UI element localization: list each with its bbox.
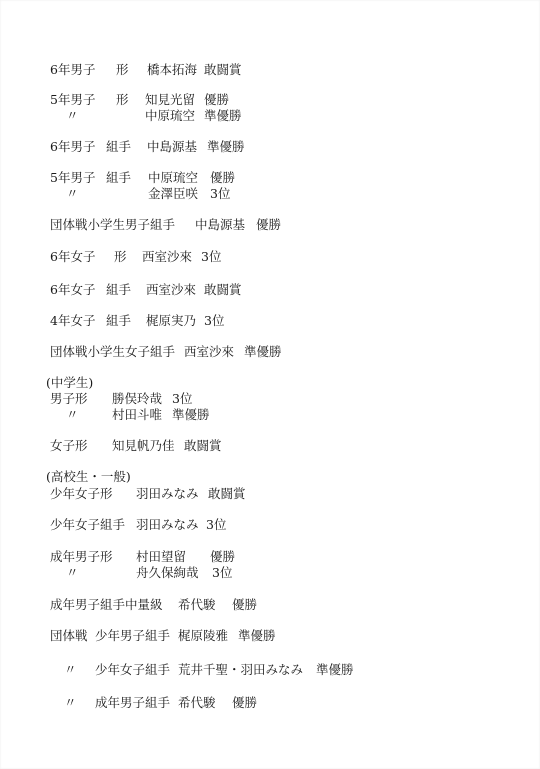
event: 少年女子組手 — [95, 662, 171, 677]
result-line — [0, 564, 540, 582]
athlete-name: 荒井千聖・羽田みなみ — [178, 662, 304, 677]
award: 3位 — [212, 565, 233, 580]
result-line — [0, 281, 540, 299]
award: 優勝 — [210, 549, 236, 564]
athlete-name: 中原琉空 — [148, 170, 199, 185]
event: 形 — [114, 249, 127, 264]
category: 少年女子形 — [50, 486, 113, 501]
award: 3位 — [210, 186, 231, 201]
athlete-name: 梶原陵雅 — [178, 628, 229, 643]
athlete-name: 知見光留 — [145, 92, 196, 107]
category: 成年男子形 — [50, 549, 113, 564]
athlete-name: 希代駿 — [178, 597, 216, 612]
athlete-name: 西室沙來 — [184, 344, 235, 359]
award: 敢闘賞 — [184, 438, 222, 453]
athlete-name: 村田望留 — [136, 549, 187, 564]
result-line — [0, 694, 540, 712]
award: 準優勝 — [316, 662, 354, 677]
category: 団体戦小学生女子組手 — [50, 344, 176, 359]
category: 少年女子組手 — [50, 517, 126, 532]
athlete-name: 村田斗唯 — [112, 407, 163, 422]
award: 優勝 — [232, 597, 258, 612]
category: 6年男子 — [50, 139, 96, 154]
award: 優勝 — [210, 170, 236, 185]
athlete-name: 橋本拓海 — [147, 62, 198, 77]
award: 敢闘賞 — [204, 282, 242, 297]
award: 準優勝 — [238, 628, 276, 643]
award: 準優勝 — [244, 344, 282, 359]
category: 6年女子 — [50, 249, 96, 264]
category: 5年男子 — [50, 170, 96, 185]
result-line — [0, 185, 540, 203]
result-line — [0, 107, 540, 125]
category: 6年女子 — [50, 282, 96, 297]
athlete-name: 西室沙來 — [146, 282, 197, 297]
award: 準優勝 — [207, 139, 245, 154]
ditto-mark: 〃 — [64, 662, 77, 677]
award: 準優勝 — [204, 108, 242, 123]
award: 優勝 — [204, 92, 230, 107]
award: 準優勝 — [172, 407, 210, 422]
result-line — [0, 61, 540, 79]
award: 3位 — [201, 249, 222, 264]
event: 組手 — [106, 170, 132, 185]
result-line — [0, 312, 540, 330]
event: 形 — [116, 92, 129, 107]
result-line — [0, 216, 540, 234]
athlete-name: 羽田みなみ — [136, 486, 199, 501]
award: 3位 — [204, 313, 225, 328]
category: 成年男子組手中量級 — [50, 597, 163, 612]
athlete-name: 西室沙來 — [142, 249, 193, 264]
event: 成年男子組手 — [95, 695, 171, 710]
ditto-mark: 〃 — [66, 108, 79, 123]
athlete-name: 中原琉空 — [145, 108, 196, 123]
category: 団体戦 — [50, 628, 88, 643]
award: 敢闘賞 — [204, 62, 242, 77]
result-line — [0, 138, 540, 156]
category: 5年男子 — [50, 92, 96, 107]
section-heading — [0, 468, 540, 486]
athlete-name: 知見帆乃佳 — [112, 438, 175, 453]
event: 形 — [116, 62, 129, 77]
award: 3位 — [206, 517, 227, 532]
event: 組手 — [106, 313, 132, 328]
athlete-name: 中島源基 — [195, 217, 246, 232]
result-line — [0, 516, 540, 534]
event: 組手 — [106, 282, 132, 297]
athlete-name: 梶原実乃 — [146, 313, 197, 328]
event: 少年男子組手 — [95, 628, 171, 643]
ditto-mark: 〃 — [66, 186, 79, 201]
athlete-name: 舟久保絢哉 — [136, 565, 199, 580]
athlete-name: 金澤臣咲 — [148, 186, 199, 201]
result-line — [0, 485, 540, 503]
result-line — [0, 406, 540, 424]
category: 女子形 — [50, 438, 88, 453]
result-line — [0, 596, 540, 614]
result-line — [0, 627, 540, 645]
ditto-mark: 〃 — [66, 407, 79, 422]
event: 組手 — [106, 139, 132, 154]
athlete-name: 勝俣玲哉 — [112, 391, 163, 406]
athlete-name: 希代駿 — [178, 695, 216, 710]
ditto-mark: 〃 — [66, 565, 79, 580]
ditto-mark: 〃 — [64, 695, 77, 710]
award: 優勝 — [232, 695, 258, 710]
athlete-name: 羽田みなみ — [136, 517, 199, 532]
award: 敢闘賞 — [208, 486, 246, 501]
athlete-name: 中島源基 — [147, 139, 198, 154]
category: 6年男子 — [50, 62, 96, 77]
section-title: (中学生) — [46, 375, 94, 390]
result-line — [0, 248, 540, 266]
section-title: (高校生・一般) — [46, 469, 131, 484]
category: 男子形 — [50, 391, 88, 406]
category: 4年女子 — [50, 313, 96, 328]
result-line — [0, 437, 540, 455]
category: 団体戦小学生男子組手 — [50, 217, 176, 232]
result-line — [0, 343, 540, 361]
result-line — [0, 661, 540, 679]
award: 3位 — [172, 391, 193, 406]
award: 優勝 — [256, 217, 282, 232]
